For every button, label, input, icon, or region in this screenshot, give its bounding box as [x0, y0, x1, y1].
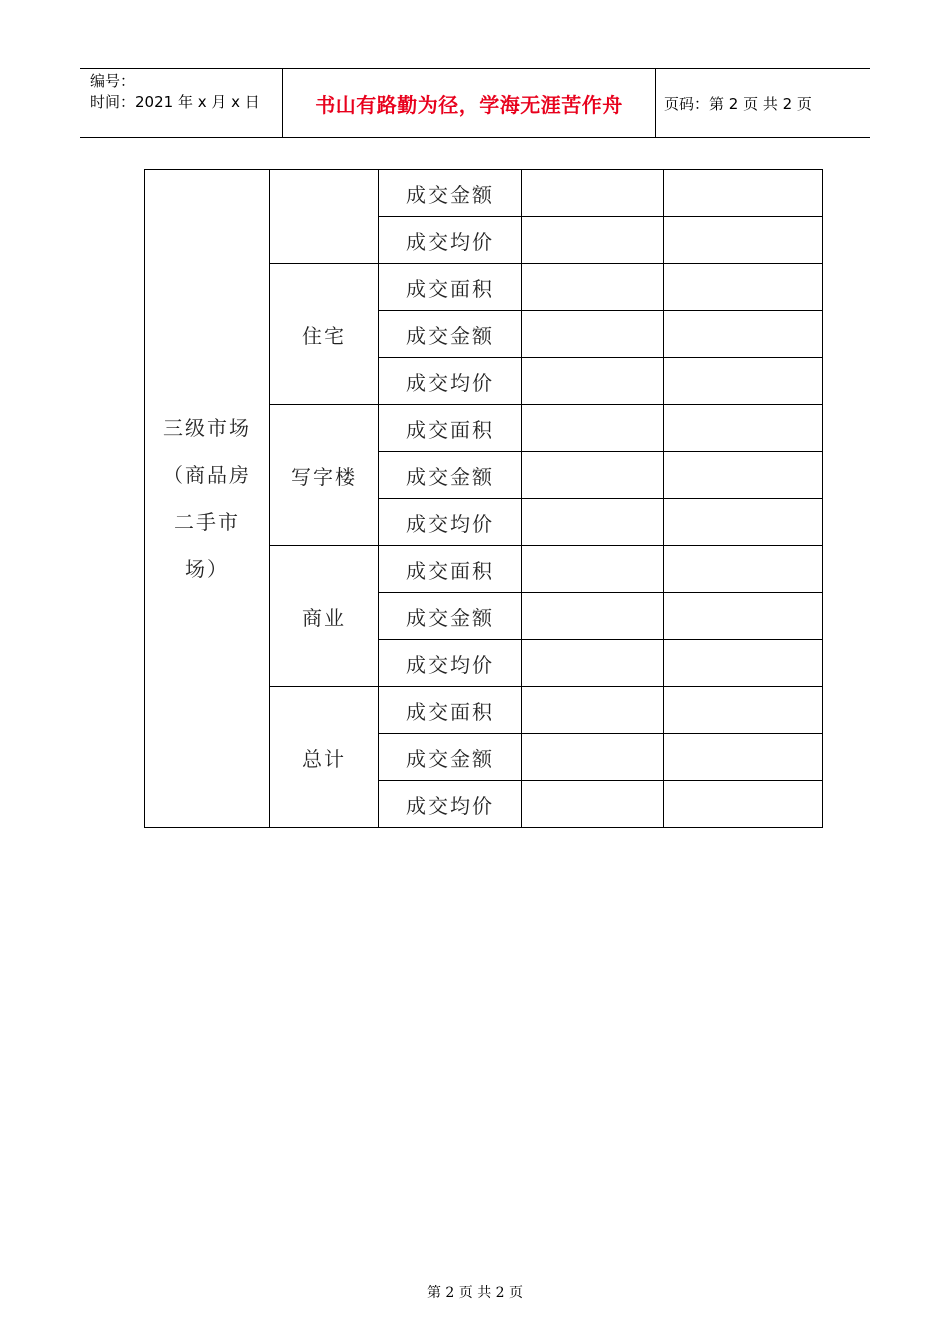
value-cell[interactable] — [522, 546, 664, 593]
value-cell[interactable] — [522, 264, 664, 311]
number-label: 编号： — [90, 72, 136, 90]
metric-cell: 成交金额 — [379, 311, 522, 358]
value-cell[interactable] — [522, 499, 664, 546]
value-cell[interactable] — [664, 593, 823, 640]
market-cell — [145, 170, 270, 828]
value-cell[interactable] — [664, 264, 823, 311]
market-line: （商品房 — [163, 462, 251, 487]
value-cell[interactable] — [522, 405, 664, 452]
value-cell[interactable] — [522, 311, 664, 358]
metric-cell: 成交面积 — [379, 405, 522, 452]
metric-cell: 成交均价 — [379, 640, 522, 687]
metric-cell: 成交金额 — [379, 452, 522, 499]
category-cell — [270, 170, 379, 264]
value-cell[interactable] — [664, 170, 823, 217]
value-cell[interactable] — [664, 734, 823, 781]
header-meta — [90, 71, 260, 113]
metric-cell: 成交均价 — [379, 781, 522, 828]
value-cell[interactable] — [522, 593, 664, 640]
page-footer: 第 2 页 共 2 页 — [426, 1285, 524, 1301]
value-cell[interactable] — [522, 217, 664, 264]
value-cell[interactable] — [664, 405, 823, 452]
metric-cell: 成交面积 — [379, 546, 522, 593]
metric-cell: 成交均价 — [379, 217, 522, 264]
category-cell: 总计 — [270, 687, 379, 828]
value-cell[interactable] — [522, 358, 664, 405]
market-line: 二手市 — [174, 509, 240, 534]
transaction-table — [144, 169, 823, 828]
market-line: 三级市场 — [163, 415, 251, 440]
value-cell[interactable] — [522, 170, 664, 217]
value-cell[interactable] — [664, 452, 823, 499]
metric-cell: 成交金额 — [379, 170, 522, 217]
metric-cell: 成交金额 — [379, 593, 522, 640]
value-cell[interactable] — [664, 687, 823, 734]
metric-cell: 成交均价 — [379, 499, 522, 546]
header-motto-cell — [282, 69, 656, 137]
value-cell[interactable] — [522, 734, 664, 781]
motto-text: 书山有路勤为径，学海无涯苦作舟 — [315, 92, 623, 117]
value-cell[interactable] — [664, 358, 823, 405]
value-cell[interactable] — [664, 499, 823, 546]
page-header — [80, 68, 870, 138]
metric-cell: 成交均价 — [379, 358, 522, 405]
market-line: 场） — [185, 556, 229, 581]
metric-cell: 成交面积 — [379, 687, 522, 734]
metric-cell: 成交金额 — [379, 734, 522, 781]
value-cell[interactable] — [664, 311, 823, 358]
value-cell[interactable] — [664, 640, 823, 687]
value-cell[interactable] — [664, 546, 823, 593]
category-cell: 商业 — [270, 546, 379, 687]
value-cell[interactable] — [522, 452, 664, 499]
value-cell[interactable] — [522, 781, 664, 828]
category-cell: 住宅 — [270, 264, 379, 405]
metric-cell: 成交面积 — [379, 264, 522, 311]
value-cell[interactable] — [522, 640, 664, 687]
category-cell: 写字楼 — [270, 405, 379, 546]
value-cell[interactable] — [664, 217, 823, 264]
table-row — [145, 170, 823, 217]
value-cell[interactable] — [522, 687, 664, 734]
time-label: 时间：2021 年 x 月 x 日 — [90, 93, 260, 111]
page-label: 页码：第 2 页 共 2 页 — [664, 95, 812, 113]
value-cell[interactable] — [664, 781, 823, 828]
